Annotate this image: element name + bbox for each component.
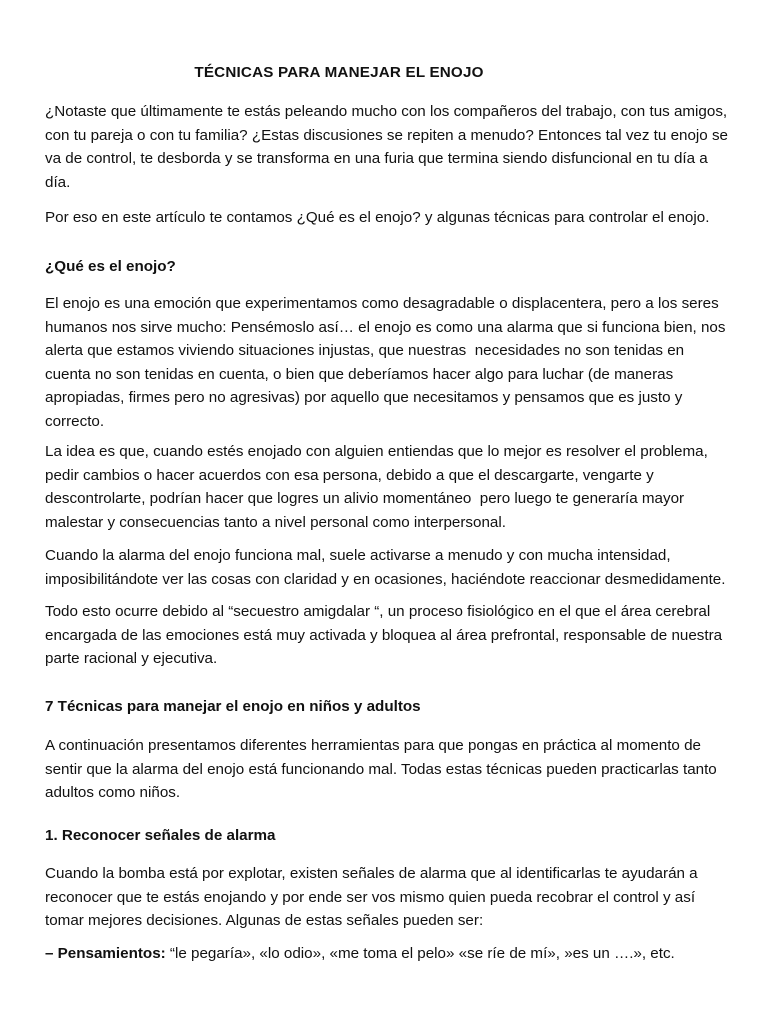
text-line: día.	[45, 173, 71, 191]
text-line: sentir que la alarma del enojo está funcionando mal. Todas estas técnicas pueden practicarlas tanto	[45, 760, 717, 778]
text-line: alerta que estamos viviendo situaciones injustas, que nuestras necesidades no son tenidas en	[45, 342, 685, 360]
text-line: descontrolarte, podrían hacer que logres un alivio momentáneo pero luego te generaría mayor	[45, 490, 685, 508]
section1-paragraph-1	[45, 292, 725, 434]
text-line: malestar y consecuencias tanto a nivel personal como interpersonal.	[45, 513, 506, 531]
section2-paragraph-1	[45, 734, 725, 805]
text-line: encargada de las emociones está muy activada y bloquea al área prefrontal, responsable de nuestra	[45, 626, 723, 644]
section3-paragraph-1	[45, 862, 725, 933]
intro-paragraph-2	[45, 206, 725, 230]
text-line: Cuando la bomba está por explotar, existen señales de alarma que al identificarlas te ayudarán a	[45, 865, 698, 882]
bullet-label: – Pensamientos:	[45, 945, 166, 962]
section1-paragraph-2	[45, 440, 725, 534]
bullet-thoughts	[45, 942, 725, 966]
text-line: Todo esto ocurre debido al “secuestro amigdalar “, un proceso fisiológico en el que el área cerebral	[45, 603, 711, 620]
text-line: adultos como niños.	[45, 784, 181, 802]
text-line: correcto.	[45, 412, 105, 430]
text-line: con tu pareja o con tu familia? ¿Estas discusiones se repiten a menudo? Entonces tal vez tu enojo se	[45, 126, 728, 144]
text-line: apropiadas, firmes pero no agresivas) por aquello que necesitamos y pensamos que es justo y	[45, 389, 683, 407]
text-line: imposibilitándote ver las cosas con claridad y en ocasiones, haciéndote reaccionar desmedidamente.	[45, 570, 726, 588]
text-line: El enojo es una emoción que experimentamos como desagradable o displacentera, pero a los seres	[45, 295, 719, 312]
bullet-text: “le pegaría», «lo odio», «me toma el pelo» «se ríe de mí», »es un ….», etc.	[165, 945, 675, 962]
text-line: reconocer que te estás enojando y por ende ser vos mismo quien pueda recobrar el control y así	[45, 888, 696, 906]
document-title: TÉCNICAS PARA MANEJAR EL ENOJO	[194, 64, 484, 81]
text-line: tomar mejores decisiones. Algunas de estas señales pueden ser:	[45, 912, 484, 930]
text-line: A continuación presentamos diferentes herramientas para que pongas en práctica al momento de	[45, 737, 701, 754]
section-heading-what-is-anger: ¿Qué es el enojo?	[45, 258, 176, 275]
text-line: cuenta no son tenidas en cuenta, o bien que deberíamos hacer algo para luchar (de maneras	[45, 365, 674, 383]
section1-paragraph-4	[45, 600, 725, 671]
bullet-line	[45, 942, 725, 966]
text-line: va de control, te desborda y se transforma en una furia que termina siendo disfuncional en tu día a	[45, 150, 708, 168]
section-heading-seven-techniques: 7 Técnicas para manejar el enojo en niños y adultos	[45, 698, 421, 715]
text-line: parte racional y ejecutiva.	[45, 650, 218, 668]
text-line: ¿Notaste que últimamente te estás peleando mucho con los compañeros del trabajo, con tus amigos,	[45, 103, 728, 120]
intro-paragraph	[45, 100, 728, 194]
text-line: Cuando la alarma del enojo funciona mal, suele activarse a menudo y con mucha intensidad,	[45, 547, 671, 564]
text-line: humanos nos sirve mucho: Pensémoslo así… el enojo es como una alarma que si funciona bien, nos	[45, 318, 726, 336]
text-line: Por eso en este artículo te contamos ¿Qué es el enojo? y algunas técnicas para controlar el enojo.	[45, 209, 710, 226]
section-heading-recognize-signals: 1. Reconocer señales de alarma	[45, 827, 276, 844]
text-line: La idea es que, cuando estés enojado con alguien entiendas que lo mejor es resolver el problema,	[45, 443, 708, 460]
section1-paragraph-3	[45, 544, 725, 591]
text-line: pedir cambios o hacer acuerdos con esa persona, debido a que el descargarte, vengarte y	[45, 466, 654, 484]
